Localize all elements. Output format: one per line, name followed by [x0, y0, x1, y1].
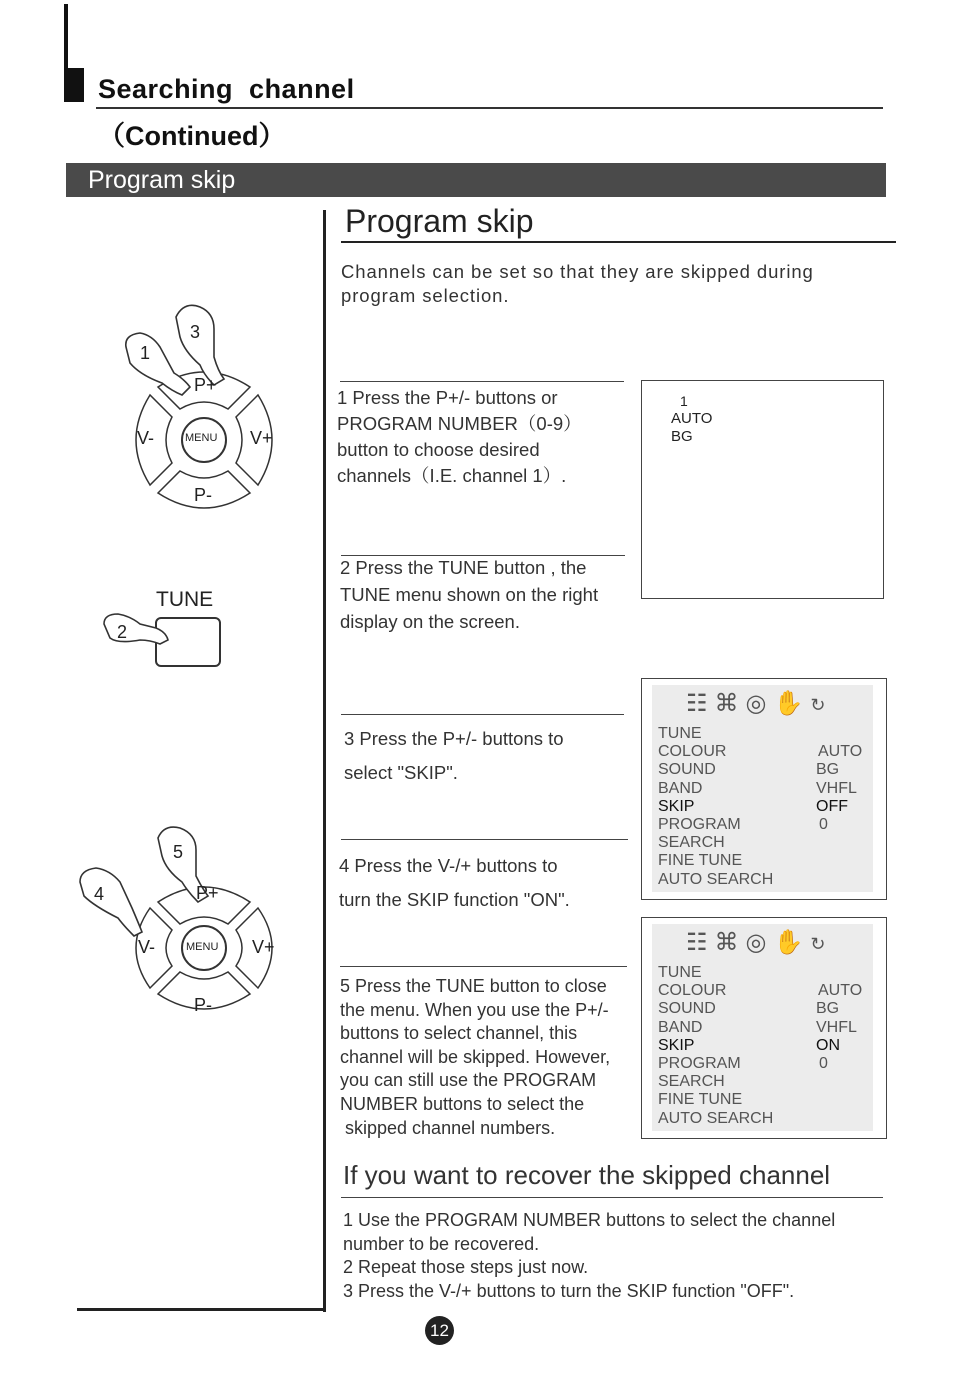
hand-icon: ✋	[773, 690, 804, 717]
recover-line: 1 Use the PROGRAM NUMBER buttons to select the channel	[343, 1210, 836, 1230]
intro-line: Channels can be set so that they are skipped during	[341, 261, 814, 282]
step-line: 5 Press the TUNE button to close	[340, 976, 607, 996]
menu-item-label: FINE TUNE	[658, 852, 743, 870]
menu-button[interactable]: MENU	[185, 432, 218, 444]
menu-item-value: 0	[819, 816, 828, 833]
page-title: Searching channel	[98, 74, 355, 104]
p-plus-button-2[interactable]: P+	[196, 883, 219, 903]
step-3	[344, 722, 564, 790]
menu-item-value: ON	[816, 1036, 840, 1054]
menu-item-program[interactable]	[658, 816, 863, 834]
menu-item-label: SKIP	[658, 1036, 695, 1054]
hand-icon: ✋	[773, 929, 804, 956]
channel-mode: AUTO	[671, 410, 713, 427]
step-line: channel will be skipped. However,	[340, 1046, 611, 1067]
recover-title: If you want to recover the skipped channel	[343, 1160, 831, 1190]
header-marker-block	[64, 68, 84, 102]
step-line: 3 Press the P+/- buttons to	[344, 728, 564, 749]
channel-system: BG	[671, 428, 693, 445]
menu-item-skip[interactable]	[658, 1037, 863, 1055]
menu-item-label: SOUND	[658, 1000, 716, 1018]
section-title: Program skip	[345, 203, 534, 239]
menu-item-label: SKIP	[658, 797, 695, 815]
step-rule	[341, 714, 624, 715]
menu-item-skip[interactable]	[658, 798, 863, 816]
step-4	[339, 849, 570, 917]
tune-menu-panel	[652, 685, 873, 892]
menu-item-value: BG	[816, 1000, 840, 1018]
callout-3: 3	[190, 322, 201, 342]
recover-rule	[341, 1197, 883, 1198]
step-line: turn the SKIP function "ON".	[339, 889, 570, 910]
menu-item-label: COLOUR	[658, 743, 727, 761]
step-5	[340, 975, 610, 1140]
tune-menu-panel	[652, 924, 873, 1131]
refresh-icon: ↻	[810, 695, 826, 715]
intro-text	[341, 260, 881, 308]
menu-item-label: BAND	[658, 1018, 703, 1036]
menu-item-label: AUTO SEARCH	[658, 870, 774, 888]
refresh-icon: ↻	[810, 934, 826, 954]
menu-item-value: OFF	[816, 797, 848, 815]
menu-item-fine-tune[interactable]	[658, 852, 863, 870]
step-line: display on the screen.	[340, 611, 520, 632]
picture-icon: ⌘	[714, 690, 739, 717]
menu-item-sound[interactable]	[658, 1000, 863, 1018]
menu-item-colour[interactable]	[658, 982, 863, 1000]
menu-item-value: VHFL	[816, 1018, 857, 1036]
menu-item-tune[interactable]	[658, 964, 863, 982]
channel-number: 1	[680, 393, 688, 409]
step-rule	[340, 381, 624, 382]
step-line: 1 Press the P+/- buttons or	[337, 387, 558, 408]
menu-item-label: BAND	[658, 779, 703, 797]
menu-item-auto-search[interactable]	[658, 871, 863, 889]
menu-item-label: PROGRAM	[658, 1055, 741, 1072]
globe-icon: ◎	[745, 929, 767, 956]
tune-label: TUNE	[156, 588, 214, 611]
recover-line: 2 Repeat those steps just now.	[343, 1257, 589, 1277]
menu-item-value: 0	[819, 1055, 828, 1072]
intro-line: program selection.	[341, 285, 510, 306]
menu-item-value: AUTO	[818, 743, 863, 761]
section-title-rule	[341, 241, 896, 243]
step-line: TUNE menu shown on the right	[340, 584, 599, 605]
menu-item-label: PROGRAM	[658, 816, 741, 833]
v-minus-button[interactable]: V-	[137, 428, 155, 448]
v-plus-button[interactable]: V+	[250, 428, 273, 448]
callout-2: 2	[117, 622, 128, 642]
menu-item-label: SEARCH	[658, 1073, 725, 1091]
step-line: PROGRAM NUMBER（0-9）	[337, 413, 582, 434]
menu-item-value: BG	[816, 761, 840, 779]
step-line: the menu. When you use the P+/-	[340, 999, 609, 1020]
tune-menu-screen-on	[641, 917, 887, 1139]
step-line: channels（I.E. channel 1）.	[337, 465, 567, 486]
menu-item-band[interactable]	[658, 1019, 863, 1037]
remote-dpad-bottom	[76, 822, 296, 1032]
column-divider	[323, 210, 326, 1312]
step-rule	[340, 966, 627, 967]
p-minus-button[interactable]: P-	[194, 485, 212, 505]
step-1	[337, 385, 582, 489]
menu-item-sound[interactable]	[658, 761, 863, 779]
globe-icon: ◎	[745, 690, 767, 717]
callout-5: 5	[173, 842, 184, 862]
menu-item-search[interactable]	[658, 1073, 863, 1091]
step-2	[340, 554, 598, 635]
v-minus-button-2[interactable]: V-	[138, 937, 156, 957]
step-line: skipped channel numbers.	[340, 1117, 556, 1138]
step-line: NUMBER buttons to select the	[340, 1093, 585, 1114]
menu-item-value: AUTO	[818, 982, 863, 1000]
page-number: 12	[425, 1316, 454, 1345]
menu-item-program[interactable]	[658, 1055, 863, 1073]
menu-item-fine-tune[interactable]	[658, 1091, 863, 1109]
menu-item-label: TUNE	[658, 964, 702, 981]
bottom-rule	[77, 1308, 326, 1311]
p-plus-button[interactable]: P+	[194, 375, 217, 395]
tune-icon: ☷	[686, 929, 708, 956]
menu-item-label: TUNE	[658, 725, 702, 742]
menu-icon-row	[686, 928, 832, 957]
step-line: button to choose desired	[337, 439, 540, 460]
pointing-hand-icon	[100, 610, 175, 655]
menu-item-tune[interactable]	[658, 725, 863, 743]
header-rule	[96, 107, 883, 109]
recover-line: 3 Press the V-/+ buttons to turn the SKIP function "OFF".	[343, 1281, 795, 1301]
tune-menu-screen-off	[641, 678, 887, 900]
step-rule	[341, 839, 628, 840]
menu-item-label: AUTO SEARCH	[658, 1109, 774, 1127]
recover-line: number to be recovered.	[343, 1234, 540, 1254]
callout-4: 4	[94, 884, 105, 904]
v-plus-button-2[interactable]: V+	[252, 937, 275, 957]
menu-item-auto-search[interactable]	[658, 1110, 863, 1128]
step-line: 4 Press the V-/+ buttons to	[339, 855, 558, 876]
menu-item-label: COLOUR	[658, 982, 727, 1000]
menu-item-label: SOUND	[658, 761, 716, 779]
menu-item-label: FINE TUNE	[658, 1091, 743, 1109]
step-line: you can still use the PROGRAM	[340, 1070, 597, 1091]
p-minus-button-2[interactable]: P-	[194, 995, 212, 1015]
menu-item-label: SEARCH	[658, 834, 725, 852]
step-line: 2 Press the TUNE button , the	[340, 557, 587, 578]
tune-icon: ☷	[686, 690, 708, 717]
menu-item-band[interactable]	[658, 780, 863, 798]
menu-item-colour[interactable]	[658, 743, 863, 761]
menu-item-value: VHFL	[816, 779, 857, 797]
page-subtitle: （Continued）	[98, 121, 286, 151]
menu-item-search[interactable]	[658, 834, 863, 852]
step-line: select "SKIP".	[344, 762, 458, 783]
menu-icon-row	[686, 689, 832, 718]
picture-icon: ⌘	[714, 929, 739, 956]
callout-1: 1	[140, 343, 151, 363]
channel-screen	[641, 380, 884, 599]
section-band: Program skip	[66, 163, 886, 197]
menu-button-2[interactable]: MENU	[186, 941, 219, 953]
step-line: buttons to select channel, this	[340, 1023, 578, 1044]
